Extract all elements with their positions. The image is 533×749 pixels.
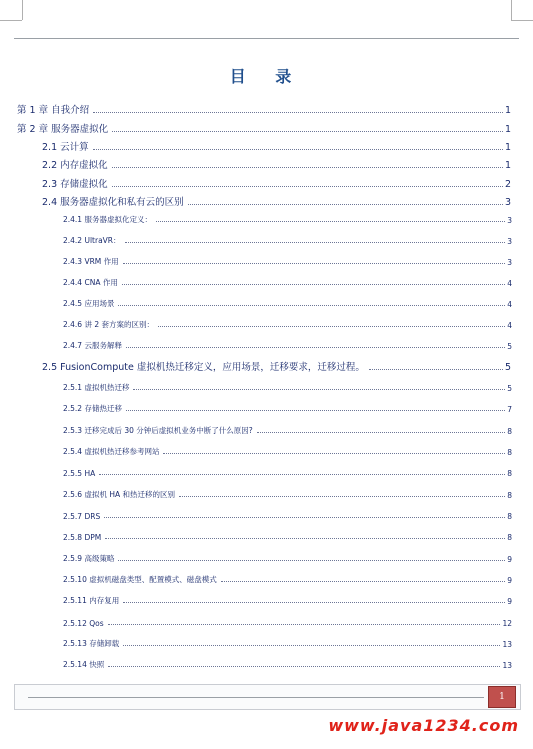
toc-page: 3: [507, 237, 512, 246]
toc-entry[interactable]: [42, 157, 511, 171]
toc-page: 9: [507, 555, 512, 564]
toc-page: 3: [507, 216, 512, 225]
toc-page: 4: [507, 279, 512, 288]
toc-label: 2.5.9 高级策略: [63, 554, 115, 563]
page-number-badge: 1: [488, 686, 516, 708]
toc-page: 1: [504, 142, 511, 153]
toc-entry[interactable]: [42, 194, 511, 208]
toc-page: 5: [504, 362, 511, 373]
toc-leader: [123, 255, 506, 264]
toc-label: 2.5.12 Qos: [63, 619, 104, 628]
toc-label: 2.4 服务器虚拟化和私有云的区别: [42, 197, 184, 208]
toc-label: 2.4.3 VRM 作用: [63, 257, 119, 266]
toc-entry[interactable]: [42, 359, 511, 373]
toc-leader: [122, 276, 505, 285]
toc-entry[interactable]: [63, 255, 512, 267]
toc-leader: [133, 381, 505, 390]
toc-leader: [126, 402, 505, 411]
toc-page: 8: [507, 512, 512, 521]
toc-entry[interactable]: [63, 339, 512, 351]
toc-leader: [118, 297, 505, 306]
toc-label: 2.5.6 虚拟机 HA 和热迁移的区别: [63, 490, 176, 499]
toc-leader: [369, 361, 503, 370]
toc-label: 2.5 FusionCompute 虚拟机热迁移定义，应用场景，迁移要求，迁移过程。: [42, 362, 365, 373]
toc-entry[interactable]: [63, 658, 512, 670]
toc-page: 5: [507, 342, 512, 351]
toc-leader: [108, 658, 500, 667]
toc-leader: [188, 196, 503, 205]
toc-leader: [125, 234, 506, 243]
toc-entry[interactable]: [63, 381, 512, 393]
toc-leader: [112, 159, 503, 168]
toc-entry[interactable]: [42, 139, 511, 153]
toc-label: 第 1 章 自我介绍: [17, 105, 90, 116]
toc-leader: [93, 104, 503, 113]
toc-page: 9: [507, 576, 512, 585]
toc-label: 2.5.2 存储热迁移: [63, 404, 122, 413]
toc-page: 12: [502, 619, 512, 628]
toc-label: 2.5.7 DRS: [63, 512, 101, 521]
toc-label: 2.5.8 DPM: [63, 533, 102, 542]
toc-page: 1: [504, 105, 511, 116]
toc-leader: [163, 445, 505, 454]
toc-label: 2.2 内存虚拟化: [42, 160, 108, 171]
toc-leader: [104, 509, 505, 518]
toc-page: 3: [507, 258, 512, 267]
watermark: www.java1234.com: [328, 716, 519, 735]
toc-page: 8: [507, 533, 512, 542]
toc-page: 8: [507, 448, 512, 457]
toc-entry[interactable]: [63, 213, 512, 225]
toc-leader: [108, 616, 501, 625]
toc-leader: [93, 141, 503, 150]
toc-entry[interactable]: [63, 488, 512, 500]
toc-entry[interactable]: [63, 594, 512, 606]
toc-entry[interactable]: [63, 509, 512, 521]
toc-label: 2.5.3 迁移完成后 30 分钟后虚拟机业务中断了什么原因?: [63, 426, 253, 435]
toc-entry[interactable]: [63, 445, 512, 457]
toc-label: 2.5.11 内存复用: [63, 596, 120, 605]
toc-entry[interactable]: [63, 318, 512, 330]
toc-page: 2: [504, 179, 511, 190]
toc-entry[interactable]: [63, 276, 512, 288]
toc-entry[interactable]: [63, 234, 512, 246]
toc-entry[interactable]: [63, 637, 512, 649]
toc-page: 1: [504, 124, 511, 135]
toc-leader: [105, 530, 505, 539]
toc-label: 2.4.4 CNA 作用: [63, 278, 118, 287]
toc-page: 9: [507, 597, 512, 606]
toc-entry[interactable]: [63, 297, 512, 309]
toc-leader: [118, 552, 505, 561]
toc-page: 13: [502, 661, 512, 670]
toc-entry[interactable]: [63, 402, 512, 414]
toc-page: 13: [502, 640, 512, 649]
toc-page: 5: [507, 384, 512, 393]
toc-leader: [158, 318, 505, 327]
toc-label: 第 2 章 服务器虚拟化: [17, 124, 109, 135]
toc-label: 2.5.1 虚拟机热迁移: [63, 383, 130, 392]
footer-rule: [28, 697, 484, 698]
toc-label: 2.5.13 存储卸载: [63, 639, 120, 648]
toc-page: 7: [507, 405, 512, 414]
toc-page: 8: [507, 469, 512, 478]
toc-entry[interactable]: [63, 424, 512, 436]
toc-leader: [112, 123, 503, 132]
toc-label: 2.5.4 虚拟机热迁移参考网站: [63, 447, 160, 456]
toc-entry[interactable]: [63, 466, 512, 478]
toc-page: 4: [507, 321, 512, 330]
toc-leader: [126, 339, 505, 348]
toc-leader: [112, 178, 503, 187]
toc-entry[interactable]: [63, 530, 512, 542]
toc-label: 2.5.14 快照: [63, 660, 105, 669]
toc-page: 4: [507, 300, 512, 309]
toc-entry[interactable]: [17, 102, 511, 116]
toc-entry[interactable]: [17, 121, 511, 135]
toc-label: 2.4.6 讲 2 套方案的区别：: [63, 320, 155, 329]
page-title: 目 录: [229, 67, 304, 86]
toc-leader: [221, 573, 505, 582]
toc-label: 2.5.5 HA: [63, 469, 96, 478]
toc-page: 8: [507, 491, 512, 500]
toc-entry[interactable]: [42, 176, 511, 190]
toc-label: 2.5.10 虚拟机磁盘类型、配置模式、磁盘模式: [63, 575, 217, 584]
toc-label: 2.4.1 服务器虚拟化定义：: [63, 215, 152, 224]
toc-leader: [123, 594, 505, 603]
toc-leader: [156, 213, 505, 222]
toc-label: 2.3 存储虚拟化: [42, 179, 108, 190]
toc-entry[interactable]: [63, 552, 512, 564]
toc-label: 2.4.2 UltraVR：: [63, 236, 121, 245]
toc-entry[interactable]: [63, 573, 512, 585]
toc-label: 2.1 云计算: [42, 142, 89, 153]
toc-label: 2.4.7 云服务解释: [63, 341, 122, 350]
toc-leader: [179, 488, 505, 497]
toc-label: 2.4.5 应用场景: [63, 299, 115, 308]
toc-leader: [257, 424, 505, 433]
toc-page: 1: [504, 160, 511, 171]
toc-page: 3: [504, 197, 511, 208]
toc-page: 8: [507, 427, 512, 436]
toc-leader: [99, 466, 505, 475]
toc-entry[interactable]: [63, 616, 512, 628]
toc-leader: [123, 637, 500, 646]
